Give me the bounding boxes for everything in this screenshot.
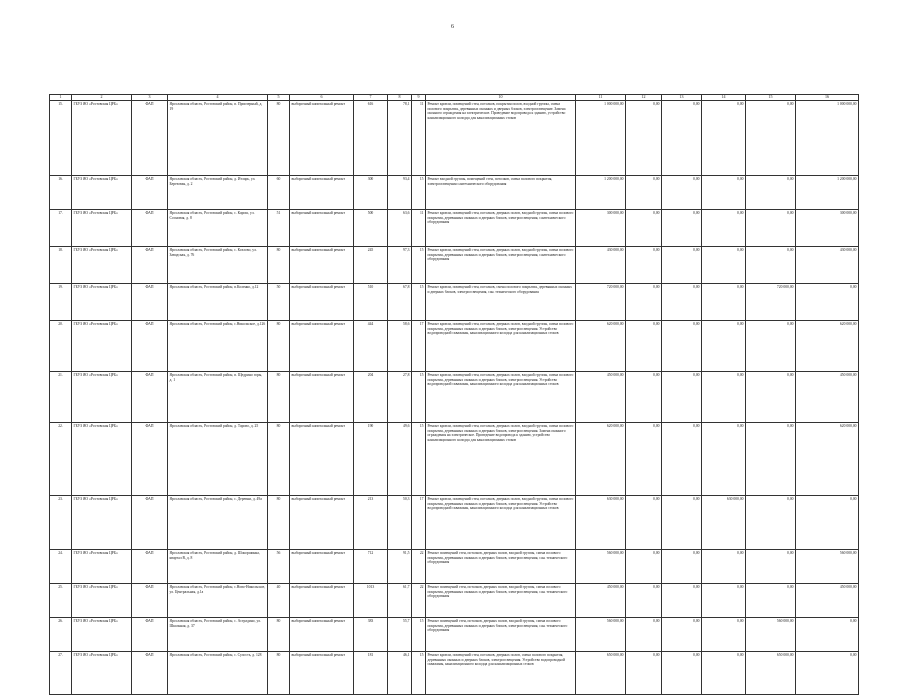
col7-value: 510 xyxy=(354,284,388,321)
col13-value: 0,00 xyxy=(662,101,702,176)
column-number: 12 xyxy=(626,95,662,101)
table-row xyxy=(50,618,859,652)
page-number: 6 xyxy=(451,24,454,30)
col13-value: 0,00 xyxy=(662,176,702,210)
work-type: выборочный капитальный ремонт xyxy=(290,423,354,496)
col15-value: 0,00 xyxy=(746,372,796,423)
facility-type: ФАП xyxy=(132,584,168,618)
col7-value: 245 xyxy=(354,247,388,284)
col12-value: 0,00 xyxy=(626,550,662,584)
col9-value: 17 xyxy=(412,321,426,372)
col13-value: 0,00 xyxy=(662,618,702,652)
col15-value: 560 000,00 xyxy=(746,618,796,652)
table-row xyxy=(50,247,859,284)
col7-value: 190 xyxy=(354,423,388,496)
work-description: Ремонт кровли, помещений стен, потолков, дверных полов, входной группы, смена полового покрытия, деревянных оконных и дверных блоков, электроосвещения, сантехнического оборудования xyxy=(426,210,576,247)
col5-value: 80 xyxy=(268,247,290,284)
col8-value: 58,6 xyxy=(388,321,412,372)
col13-value: 0,00 xyxy=(662,584,702,618)
col7-value: 213 xyxy=(354,496,388,550)
work-type: выборочный капитальный ремонт xyxy=(290,550,354,584)
col5-value: 80 xyxy=(268,652,290,695)
total-cost: 300 000,00 xyxy=(576,210,626,247)
col7-value: 444 xyxy=(354,321,388,372)
col9-value: 15 xyxy=(412,652,426,695)
table-row xyxy=(50,210,859,247)
col16-value: 450 000,00 xyxy=(796,372,859,423)
work-type: выборочный капитальный ремонт xyxy=(290,652,354,695)
col15-value: 720 000,00 xyxy=(746,284,796,321)
col8-value: 55,7 xyxy=(388,618,412,652)
col9-value: 22 xyxy=(412,584,426,618)
table-row xyxy=(50,652,859,695)
col15-value: 0,00 xyxy=(746,423,796,496)
column-number: 2 xyxy=(72,95,132,101)
table-row xyxy=(50,496,859,550)
row-number: 23. xyxy=(50,496,72,550)
facility-type: ФАП xyxy=(132,321,168,372)
column-number: 4 xyxy=(168,95,268,101)
col16-value: 1 200 000,00 xyxy=(796,176,859,210)
total-cost: 630 000,00 xyxy=(576,496,626,550)
facility-type: ФАП xyxy=(132,496,168,550)
institution-name: ГБУЗ ЯО «Ростовская ЦРБ» xyxy=(72,618,132,652)
facility-address: Ярославская область, Ростовский район, д. Тарово, д. 25 xyxy=(168,423,268,496)
col8-value: 63,6 xyxy=(388,210,412,247)
col9-value: 15 xyxy=(412,372,426,423)
facility-address: Ярославская область, Ростовский район, с. Козлово, ул. Заводская, д. 76 xyxy=(168,247,268,284)
col13-value: 0,00 xyxy=(662,423,702,496)
facility-address: Ярославская область, Ростовский район, с. Сулость, д. 128 xyxy=(168,652,268,695)
col15-value: 0,00 xyxy=(746,101,796,176)
col14-value: 0,00 xyxy=(702,652,746,695)
col14-value: 0,00 xyxy=(702,423,746,496)
col16-value: 0,00 xyxy=(796,652,859,695)
col16-value: 450 000,00 xyxy=(796,584,859,618)
total-cost: 560 000,00 xyxy=(576,618,626,652)
col5-value: 51 xyxy=(268,210,290,247)
facility-type: ФАП xyxy=(132,372,168,423)
facility-type: ФАП xyxy=(132,176,168,210)
col8-value: 67,8 xyxy=(388,284,412,321)
col13-value: 0,00 xyxy=(662,210,702,247)
row-number: 19. xyxy=(50,284,72,321)
col13-value: 0,00 xyxy=(662,652,702,695)
table-row xyxy=(50,372,859,423)
institution-name: ГБУЗ ЯО «Ростовская ЦРБ» xyxy=(72,210,132,247)
col13-value: 0,00 xyxy=(662,372,702,423)
col12-value: 0,00 xyxy=(626,423,662,496)
col15-value: 0,00 xyxy=(746,176,796,210)
col16-value: 620 000,00 xyxy=(796,423,859,496)
col12-value: 0,00 xyxy=(626,210,662,247)
col5-value: 50 xyxy=(268,284,290,321)
column-number: 10 xyxy=(426,95,576,101)
col7-value: 500 xyxy=(354,210,388,247)
work-type: выборочный капитальный ремонт xyxy=(290,284,354,321)
column-number: 3 xyxy=(132,95,168,101)
work-type: выборочный капитальный ремонт xyxy=(290,210,354,247)
table-row xyxy=(50,584,859,618)
work-type: выборочный капитальный ремонт xyxy=(290,372,354,423)
row-number: 26. xyxy=(50,618,72,652)
col12-value: 0,00 xyxy=(626,321,662,372)
institution-name: ГБУЗ ЯО «Ростовская ЦРБ» xyxy=(72,101,132,176)
col14-value: 0,00 xyxy=(702,176,746,210)
total-cost: 1 000 000,00 xyxy=(576,101,626,176)
facility-address: Ярославская область, Ростовский район, п.Коленко, д.12 xyxy=(168,284,268,321)
work-description: Ремонт кровли, помещений стен, потолков, покрытия полов, входной группы, смена полового покрытия, деревянных оконных и дверных блоков, электроосвещение. Замена оконного ограждения на электрическое. Проведение водопровода к зданию, устройство канализационного колодца для канализационных стоков xyxy=(426,101,576,176)
col12-value: 0,00 xyxy=(626,652,662,695)
col5-value: 80 xyxy=(268,496,290,550)
col7-value: 204 xyxy=(354,372,388,423)
col9-value: 15 xyxy=(412,618,426,652)
work-description: Ремонт входной группы, помещений стен, потолков, смена полового покрытия, электроосвещения сантехнического оборудования xyxy=(426,176,576,210)
row-number: 27. xyxy=(50,652,72,695)
column-number: 13 xyxy=(662,95,702,101)
col7-value: 616 xyxy=(354,101,388,176)
col9-value: 11 xyxy=(412,101,426,176)
col14-value: 0,00 xyxy=(702,584,746,618)
col14-value: 0,00 xyxy=(702,101,746,176)
row-number: 24. xyxy=(50,550,72,584)
col7-value: 300 xyxy=(354,176,388,210)
col12-value: 0,00 xyxy=(626,284,662,321)
row-number: 21. xyxy=(50,372,72,423)
col15-value: 0,00 xyxy=(746,321,796,372)
col9-value: 15 xyxy=(412,423,426,496)
facility-type: ФАП xyxy=(132,618,168,652)
column-number: 11 xyxy=(576,95,626,101)
col9-value: 17 xyxy=(412,496,426,550)
facility-address: Ярославская область, Ростовский район, п. Щедрино горы, д. 1 xyxy=(168,372,268,423)
work-type: выборочный капитальный ремонт xyxy=(290,176,354,210)
table-row xyxy=(50,176,859,210)
col12-value: 0,00 xyxy=(626,176,662,210)
facility-address: Ярославская область, Ростовский район, д. Итларь, ул. Березовая, д. 2 xyxy=(168,176,268,210)
col5-value: 80 xyxy=(268,372,290,423)
col15-value: 0,00 xyxy=(746,496,796,550)
col16-value: 1 000 000,00 xyxy=(796,101,859,176)
facility-address: Ярославская область, Ростовский район, с. Карош, ул. Сосновая, д. 8 xyxy=(168,210,268,247)
column-number: 15 xyxy=(746,95,796,101)
col16-value: 0,00 xyxy=(796,496,859,550)
column-number: 16 xyxy=(796,95,859,101)
col14-value: 0,00 xyxy=(702,618,746,652)
col16-value: 620 000,00 xyxy=(796,321,859,372)
work-description: Ремонт кровли, помещений стен, потолков, дверных полов, входной группы, смена полового покрытия, деревянных оконных и дверных блоков, электроосвещения. Устройство водопроводной скважины, канализационного колодца для канализационных стоков xyxy=(426,321,576,372)
column-number: 9 xyxy=(412,95,426,101)
facility-type: ФАП xyxy=(132,247,168,284)
column-number: 8 xyxy=(388,95,412,101)
row-number: 20. xyxy=(50,321,72,372)
work-description: Ремонт помещений стен, потолков, дверных полов, входной группы, смена полового покрытия, деревянных оконных и дверных блоков, электроосвещения, сан. технического оборудования xyxy=(426,550,576,584)
table-row xyxy=(50,550,859,584)
col7-value: 1013 xyxy=(354,584,388,618)
col7-value: 383 xyxy=(354,618,388,652)
work-description: Ремонт помещений стен, потолков, дверных полов, входной группы, смена полового покрытия, деревянных оконных и дверных блоков, электроосвещения, сан. технического оборудования xyxy=(426,618,576,652)
col13-value: 0,00 xyxy=(662,321,702,372)
col14-value: 0,00 xyxy=(702,372,746,423)
col16-value: 300 000,00 xyxy=(796,210,859,247)
table-row xyxy=(50,423,859,496)
total-cost: 450 000,00 xyxy=(576,372,626,423)
facility-type: ФАП xyxy=(132,101,168,176)
col5-value: 80 xyxy=(268,618,290,652)
total-cost: 430 000,00 xyxy=(576,247,626,284)
work-description: Ремонт кровли, помещений стен, потолков, дверных полов, входной группы, смена полового покрытия, деревянных оконных и дверных блоков, электроосвещения. Устройство водопроводной скважины, канализационного колодца для канализационных стоков xyxy=(426,372,576,423)
col5-value: 40 xyxy=(268,584,290,618)
work-type: выборочный капитальный ремонт xyxy=(290,321,354,372)
col8-value: 49,6 xyxy=(388,423,412,496)
institution-name: ГБУЗ ЯО «Ростовская ЦРБ» xyxy=(72,247,132,284)
col13-value: 0,00 xyxy=(662,550,702,584)
work-description: Ремонт кровли, помещений стен, потолков, дверных полов, входной группы, смена полового покрытия, деревянных оконных и дверных блоков, электроосвещения, сантехнического оборудования xyxy=(426,247,576,284)
col14-value: 0,00 xyxy=(702,284,746,321)
facility-address: Ярославская область, Ростовский район, д. Шокоршинка, квартал В, д. 8 xyxy=(168,550,268,584)
institution-name: ГБУЗ ЯО «Ростовская ЦРБ» xyxy=(72,176,132,210)
total-cost: 450 000,00 xyxy=(576,584,626,618)
col9-value: 11 xyxy=(412,210,426,247)
work-type: выборочный капитальный ремонт xyxy=(290,584,354,618)
col9-value: 15 xyxy=(412,247,426,284)
col8-value: 50,3 xyxy=(388,496,412,550)
institution-name: ГБУЗ ЯО «Ростовская ЦРБ» xyxy=(72,496,132,550)
col5-value: 80 xyxy=(268,423,290,496)
col14-value: 0,00 xyxy=(702,210,746,247)
facility-address: Ярославская область, Ростовский район, с. Астрадино, ул. Школьная, д. 37 xyxy=(168,618,268,652)
col13-value: 0,00 xyxy=(662,496,702,550)
col8-value: 93,4 xyxy=(388,176,412,210)
col8-value: 27,8 xyxy=(388,372,412,423)
col15-value: 650 000,00 xyxy=(746,652,796,695)
col16-value: 0,00 xyxy=(796,284,859,321)
col13-value: 0,00 xyxy=(662,247,702,284)
facility-type: ФАП xyxy=(132,284,168,321)
col14-value: 630 000,00 xyxy=(702,496,746,550)
facility-type: ФАП xyxy=(132,210,168,247)
institution-name: ГБУЗ ЯО «Ростовская ЦРБ» xyxy=(72,550,132,584)
work-type: выборочный капитальный ремонт xyxy=(290,618,354,652)
col9-value: 15 xyxy=(412,176,426,210)
institution-name: ГБУЗ ЯО «Ростовская ЦРБ» xyxy=(72,584,132,618)
institution-name: ГБУЗ ЯО «Ростовская ЦРБ» xyxy=(72,321,132,372)
col9-value: 22 xyxy=(412,550,426,584)
total-cost: 560 000,00 xyxy=(576,550,626,584)
facility-type: ФАП xyxy=(132,550,168,584)
col16-value: 0,00 xyxy=(796,618,859,652)
work-type: выборочный капитальный ремонт xyxy=(290,247,354,284)
facility-type: ФАП xyxy=(132,652,168,695)
col9-value: 15 xyxy=(412,284,426,321)
institution-name: ГБУЗ ЯО «Ростовская ЦРБ» xyxy=(72,423,132,496)
work-description: Ремонт кровли, помещений стен, потолков, дверных полов, входной группы, смена полового покрытия, деревянных оконных и дверных блоков, электроосвещения. Устройство водопроводной скважины, канализационного колодца для канализационных стоков xyxy=(426,496,576,550)
total-cost: 620 000,00 xyxy=(576,423,626,496)
work-type: выборочный капитальный ремонт xyxy=(290,496,354,550)
col8-value: 61,7 xyxy=(388,584,412,618)
row-number: 25. xyxy=(50,584,72,618)
facility-address: Ярославская область, Ростовский район, п. Приозерный, д. 19 xyxy=(168,101,268,176)
col14-value: 0,00 xyxy=(702,550,746,584)
col15-value: 0,00 xyxy=(746,247,796,284)
row-number: 16. xyxy=(50,176,72,210)
row-number: 18. xyxy=(50,247,72,284)
capital-repair-table xyxy=(49,94,859,695)
col5-value: 60 xyxy=(268,176,290,210)
total-cost: 720 000,00 xyxy=(576,284,626,321)
column-number: 1 xyxy=(50,95,72,101)
col5-value: 56 xyxy=(268,550,290,584)
col8-value: 46,1 xyxy=(388,652,412,695)
facility-address: Ярославская область, Ростовский район, с.Ново-Никольское, ул. Центральная, д.1а xyxy=(168,584,268,618)
institution-name: ГБУЗ ЯО «Ростовская ЦРБ» xyxy=(72,284,132,321)
col5-value: 80 xyxy=(268,321,290,372)
table-row xyxy=(50,101,859,176)
table-row xyxy=(50,321,859,372)
table-row xyxy=(50,284,859,321)
facility-address: Ярославская область, Ростовский район, с. Деревни, д. 49а xyxy=(168,496,268,550)
column-number: 6 xyxy=(290,95,354,101)
col14-value: 0,00 xyxy=(702,247,746,284)
col8-value: 78,1 xyxy=(388,101,412,176)
work-description: Ремонт кровли, помещений стен, потолков, дверных полов, смена полового покрытия, деревянных оконных и дверных блоков, электроосвещения. Устройство водопроводной скважины, канализационного колодца для канализационных стоков xyxy=(426,652,576,695)
col15-value: 0,00 xyxy=(746,550,796,584)
total-cost: 1 200 000,00 xyxy=(576,176,626,210)
col12-value: 0,00 xyxy=(626,247,662,284)
institution-name: ГБУЗ ЯО «Ростовская ЦРБ» xyxy=(72,652,132,695)
col16-value: 560 000,00 xyxy=(796,550,859,584)
column-number: 14 xyxy=(702,95,746,101)
col8-value: 97,3 xyxy=(388,247,412,284)
work-description: Ремонт кровли, помещений стен, потолков, смена полового покрытия, деревянных оконных и дверных блоков, электроосвещения, сан. технического оборудования xyxy=(426,284,576,321)
col7-value: 712 xyxy=(354,550,388,584)
col5-value: 80 xyxy=(268,101,290,176)
column-number: 7 xyxy=(354,95,388,101)
work-description: Ремонт кровли, помещений стен, потолков, дверных полов, входной группы, смена полового покрытия, деревянных оконных и дверных блоков, электроосвещения. Замена оконного ограждения на электрическое. Проведение водопровода к зданию, устройство канализационного колодца для канализационных стоков xyxy=(426,423,576,496)
row-number: 22. xyxy=(50,423,72,496)
col12-value: 0,00 xyxy=(626,496,662,550)
col16-value: 430 000,00 xyxy=(796,247,859,284)
col13-value: 0,00 xyxy=(662,284,702,321)
col12-value: 0,00 xyxy=(626,101,662,176)
institution-name: ГБУЗ ЯО «Ростовская ЦРБ» xyxy=(72,372,132,423)
column-number: 5 xyxy=(268,95,290,101)
facility-type: ФАП xyxy=(132,423,168,496)
col15-value: 0,00 xyxy=(746,210,796,247)
col8-value: 91,5 xyxy=(388,550,412,584)
work-description: Ремонт помещений стен, потолков, дверных полов, входной группы, смена полового покрытия, деревянных оконных и дверных блоков, электроосвещения, сан. технического оборудования xyxy=(426,584,576,618)
col12-value: 0,00 xyxy=(626,372,662,423)
total-cost: 620 000,00 xyxy=(576,321,626,372)
row-number: 17. xyxy=(50,210,72,247)
col14-value: 0,00 xyxy=(702,321,746,372)
col7-value: 181 xyxy=(354,652,388,695)
col12-value: 0,00 xyxy=(626,584,662,618)
facility-address: Ярославская область, Ростовский район, с.Никольское, д.126 xyxy=(168,321,268,372)
col12-value: 0,00 xyxy=(626,618,662,652)
col15-value: 0,00 xyxy=(746,584,796,618)
row-number: 15. xyxy=(50,101,72,176)
work-type: выборочный капитальный ремонт xyxy=(290,101,354,176)
total-cost: 650 000,00 xyxy=(576,652,626,695)
